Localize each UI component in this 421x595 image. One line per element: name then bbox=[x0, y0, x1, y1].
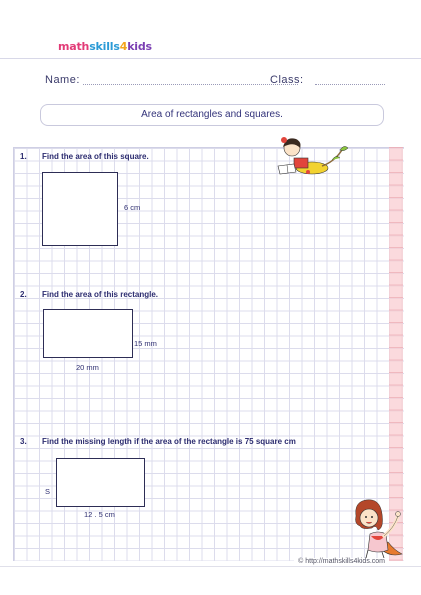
class-field[interactable] bbox=[315, 84, 385, 85]
girl-reading-illustration bbox=[272, 132, 354, 180]
square-shape bbox=[42, 172, 118, 246]
known-side-label: 12 . 5 cm bbox=[84, 510, 115, 519]
question-3 bbox=[20, 437, 296, 446]
class-label: Class: bbox=[270, 74, 304, 86]
question-2 bbox=[20, 290, 158, 299]
footer-copyright: © http://mathskills4kids.com bbox=[294, 558, 389, 565]
header-divider bbox=[0, 58, 421, 59]
question-2-number: 2. bbox=[20, 290, 27, 299]
logo-part-kids: kids bbox=[127, 40, 152, 53]
logo-part-skills: skills bbox=[89, 40, 120, 53]
name-label: Name: bbox=[45, 74, 80, 86]
rectangle-width-label: 20 mm bbox=[76, 363, 99, 372]
footer-divider bbox=[0, 566, 421, 567]
worksheet-title: Area of rectangles and squares. bbox=[40, 104, 384, 126]
question-1-text: Find the area of this square. bbox=[42, 152, 149, 161]
question-3-number: 3. bbox=[20, 437, 27, 446]
site-logo bbox=[58, 40, 152, 53]
question-3-text: Find the missing length if the area of the rectangle is 75 square cm bbox=[42, 437, 296, 446]
logo-part-math: math bbox=[58, 40, 90, 53]
girl-waving-illustration bbox=[348, 494, 410, 562]
missing-side-label: S bbox=[45, 487, 51, 496]
name-field[interactable] bbox=[83, 84, 298, 85]
square-side-label: 6 cm bbox=[124, 203, 141, 212]
question-2-text: Find the area of this rectangle. bbox=[42, 290, 159, 299]
question-1 bbox=[20, 152, 149, 161]
rectangle-height-label: 15 mm bbox=[134, 339, 157, 348]
rectangle-shape bbox=[43, 309, 133, 358]
question-1-number: 1. bbox=[20, 152, 27, 161]
student-info-row bbox=[45, 74, 385, 90]
rectangle-missing-shape bbox=[56, 458, 145, 507]
logo-part-4: 4 bbox=[119, 40, 128, 53]
